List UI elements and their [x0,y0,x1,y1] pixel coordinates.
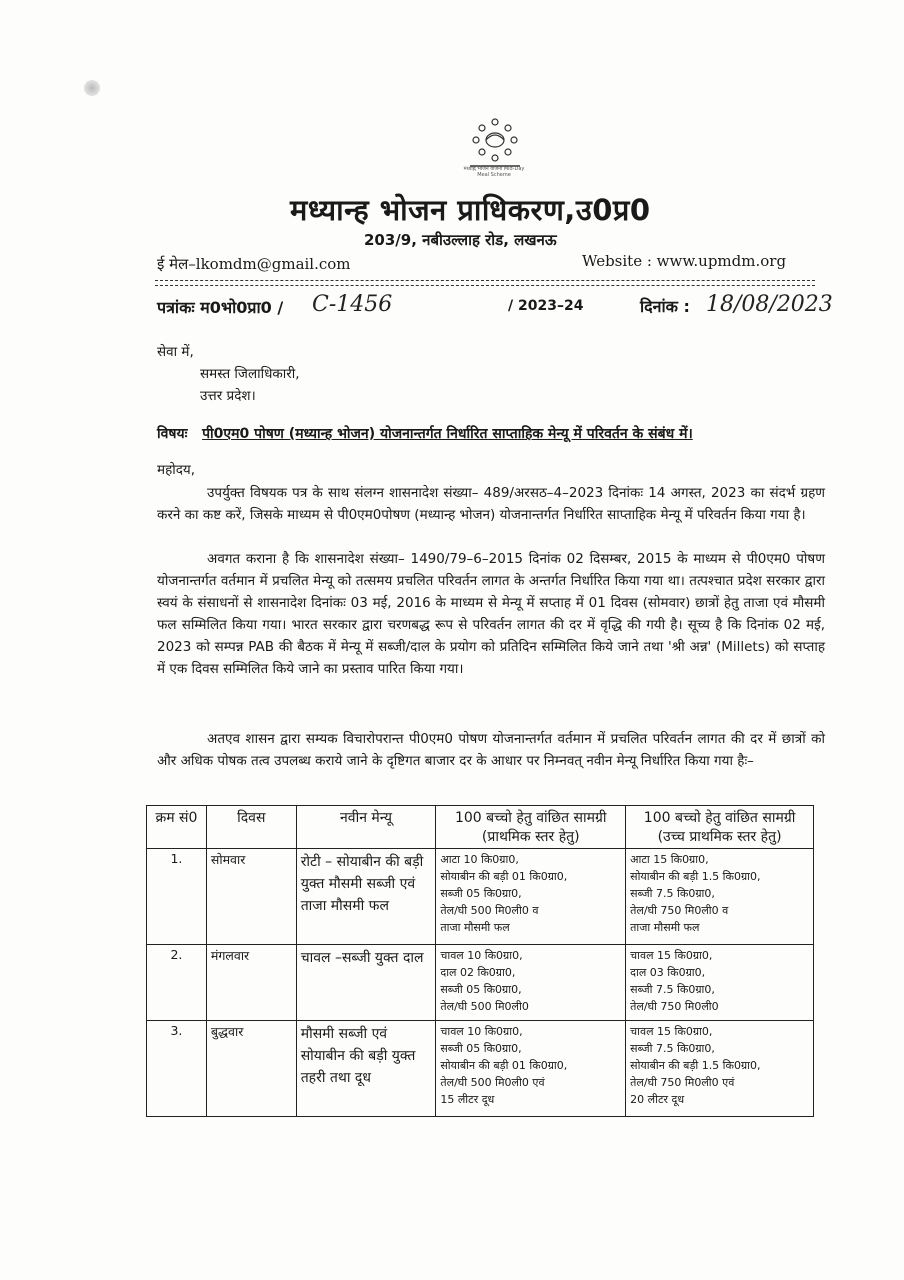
item: सब्जी 7.5 कि0ग्रा0, [630,983,715,996]
email-address: ई मेल–lkomdm@gmail.com [157,255,351,273]
row-menu: चावल –सब्जी युक्त दाल [296,945,436,1021]
salutation: महोदय, [157,462,196,478]
authority-title: मध्यान्ह भोजन प्राधिकरण,उ0प्र0 [290,193,651,227]
item: ताजा मौसमी फल [440,921,510,934]
date-handwritten: 18/08/2023 [706,292,833,317]
paragraph-1-text: उपर्युक्त विषयक पत्र के साथ संलग्न शासनादेश संख्या– 489/अरसठ–4–2023 दिनांकः 14 अगस्त, 2023 का संदर्भ ग्रहण करने का कष्ट करें, जिसके माध्यम से पी0एम0पोषण (मध्यान्ह भोजन) योजनान्तर्गत निर्धारित साप्ताहिक मेन्यू में परिवर्तन किया गया है। [157,485,825,523]
table-header-row [147,806,814,849]
row-day: सोमवार [206,849,296,945]
addressee-line1: समस्त जिलाधिकारी, [200,366,300,382]
item: 20 लीटर दूध [630,1093,685,1106]
row-day: मंगलवार [206,945,296,1021]
item: तेल/घी 750 मि0ली0 [630,1000,719,1013]
item: आटा 15 कि0ग्रा0, [630,853,709,866]
addressee-to: सेवा में, [157,344,194,360]
date-label: दिनांक : [640,297,690,316]
header-sno: क्रम सं0 [147,806,207,849]
item: चावल 10 कि0ग्रा0, [440,949,523,962]
subject-label: विषयः [157,426,188,442]
row-primary [436,1021,626,1117]
row-menu: मौसमी सब्जी एवं सोयाबीन की बड़ी युक्त तहरी तथा दूध [296,1021,436,1117]
item: चावल 10 कि0ग्रा0, [440,1025,523,1038]
website-address: Website : www.upmdm.org [582,252,787,270]
letter-year: / 2023–24 [508,298,584,314]
item: सब्जी 05 कि0ग्रा0, [440,1042,522,1055]
authority-address: 203/9, नबीउल्लाह रोड, लखनऊ [364,231,557,249]
paragraph-3-text: अतएव शासन द्वारा सम्यक विचारोपरान्त पी0एम0 पोषण योजनान्तर्गत वर्तमान में प्रचलित परिवर्तन लागत की दर में छात्रों को और अधिक पोषक तत्व उपलब्ध कराये जाने के दृष्टिगत बाजार दर के आधार पर निम्नवत् नवीन मेन्यू निर्धारित किया गया हैः– [157,731,825,769]
item: तेल/घी 500 मि0ली0 [440,1000,529,1013]
item: सब्जी 05 कि0ग्रा0, [440,983,522,996]
row-day: बुद्धवार [206,1021,296,1117]
paragraph-2 [157,548,825,680]
paragraph-3 [157,728,825,772]
header-primary: 100 बच्चो हेतु वांछित सामग्री (प्राथमिक स्तर हेतु) [436,806,626,849]
letter-number-handwritten: C-1456 [312,292,393,317]
punch-hole [84,80,100,96]
row-sno: 3. [147,1021,207,1117]
menu-table [146,805,814,1117]
item: सोयाबीन की बड़ी 01 कि0ग्रा0, [440,1059,568,1072]
item: तेल/घी 750 मि0ली0 एवं [630,1076,735,1089]
row-upper-primary [626,849,814,945]
item: सब्जी 05 कि0ग्रा0, [440,887,522,900]
addressee-line2: उत्तर प्रदेश। [200,388,256,404]
item: चावल 15 कि0ग्रा0, [630,949,713,962]
row-primary [436,945,626,1021]
item: सब्जी 7.5 कि0ग्रा0, [630,1042,715,1055]
subject-text: पी0एम0 पोषण (मध्यान्ह भोजन) योजनान्तर्गत निर्धारित साप्ताहिक मेन्यू में परिवर्तन के संबंध में। [202,426,693,442]
table-row [147,849,814,945]
item: सोयाबीन की बड़ी 1.5 कि0ग्रा0, [630,1059,761,1072]
item: दाल 02 कि0ग्रा0, [440,966,516,979]
divider [155,280,815,281]
logo-caption: मध्याह्न भोजन योजना Mid-Day Meal Scheme [463,166,525,178]
header-upper-primary: 100 बच्चो हेतु वांछित सामग्री (उच्च प्राथमिक स्तर हेतु) [626,806,814,849]
row-sno: 2. [147,945,207,1021]
item: तेल/घी 750 मि0ली0 व [630,904,729,917]
item: दाल 03 कि0ग्रा0, [630,966,706,979]
item: सब्जी 7.5 कि0ग्रा0, [630,887,715,900]
item: सोयाबीन की बड़ी 1.5 कि0ग्रा0, [630,870,761,883]
item: ताजा मौसमी फल [630,921,700,934]
item: सोयाबीन की बड़ी 01 कि0ग्रा0, [440,870,568,883]
paragraph-1 [157,482,825,526]
row-sno: 1. [147,849,207,945]
item: 15 लीटर दूध [440,1093,495,1106]
item: आटा 10 कि0ग्रा0, [440,853,519,866]
table-row [147,1021,814,1117]
row-menu: रोटी – सोयाबीन की बड़ी युक्त मौसमी सब्जी एवं ताजा मौसमी फल [296,849,436,945]
divider [155,285,815,286]
subject-line [157,424,693,443]
item: चावल 15 कि0ग्रा0, [630,1025,713,1038]
item: तेल/घी 500 मि0ली0 व [440,904,539,917]
row-primary [436,849,626,945]
item: तेल/घी 500 मि0ली0 एवं [440,1076,545,1089]
table-row [147,945,814,1021]
row-upper-primary [626,945,814,1021]
row-upper-primary [626,1021,814,1117]
paragraph-2-text: अवगत कराना है कि शासनादेश संख्या– 1490/79–6–2015 दिनांक 02 दिसम्बर, 2015 के माध्यम से पी0एम0 पोषण योजनान्तर्गत वर्तमान में प्रचलित मेन्यू को तत्समय प्रचलित परिवर्तन लागत के अन्तर्गत निर्धारित किया गया था। तत्पश्चात प्रदेश सरकार द्वारा स्वयं के संसाधनों से शासनादेश दिनांकः 03 मई, 2016 के माध्यम से मेन्यू में सप्ताह में 01 दिवस (सोमवार) छात्रों हेतु ताजा एवं मौसमी फल सम्मिलित किया गया। भारत सरकार द्वारा चरणबद्ध रूप से परिवर्तन लागत की दर में वृद्धि की गयी है। सूच्य है कि दिनांक 02 मई, 2023 को सम्पन्न PAB की बैठक में मेन्यू में सब्जी/दाल के प्रयोग को प्रतिदिन सम्मिलित किये जाने तथा 'श्री अन्न' (Millets) को सप्ताह में एक दिवस सम्मिलित किये जाने का प्रस्ताव पारित किया गया। [157,551,825,677]
header-day: दिवस [206,806,296,849]
letter-number-label: पत्रांकः म0भो0प्रा0 / [157,298,284,317]
header-menu: नवीन मेन्यू [296,806,436,849]
